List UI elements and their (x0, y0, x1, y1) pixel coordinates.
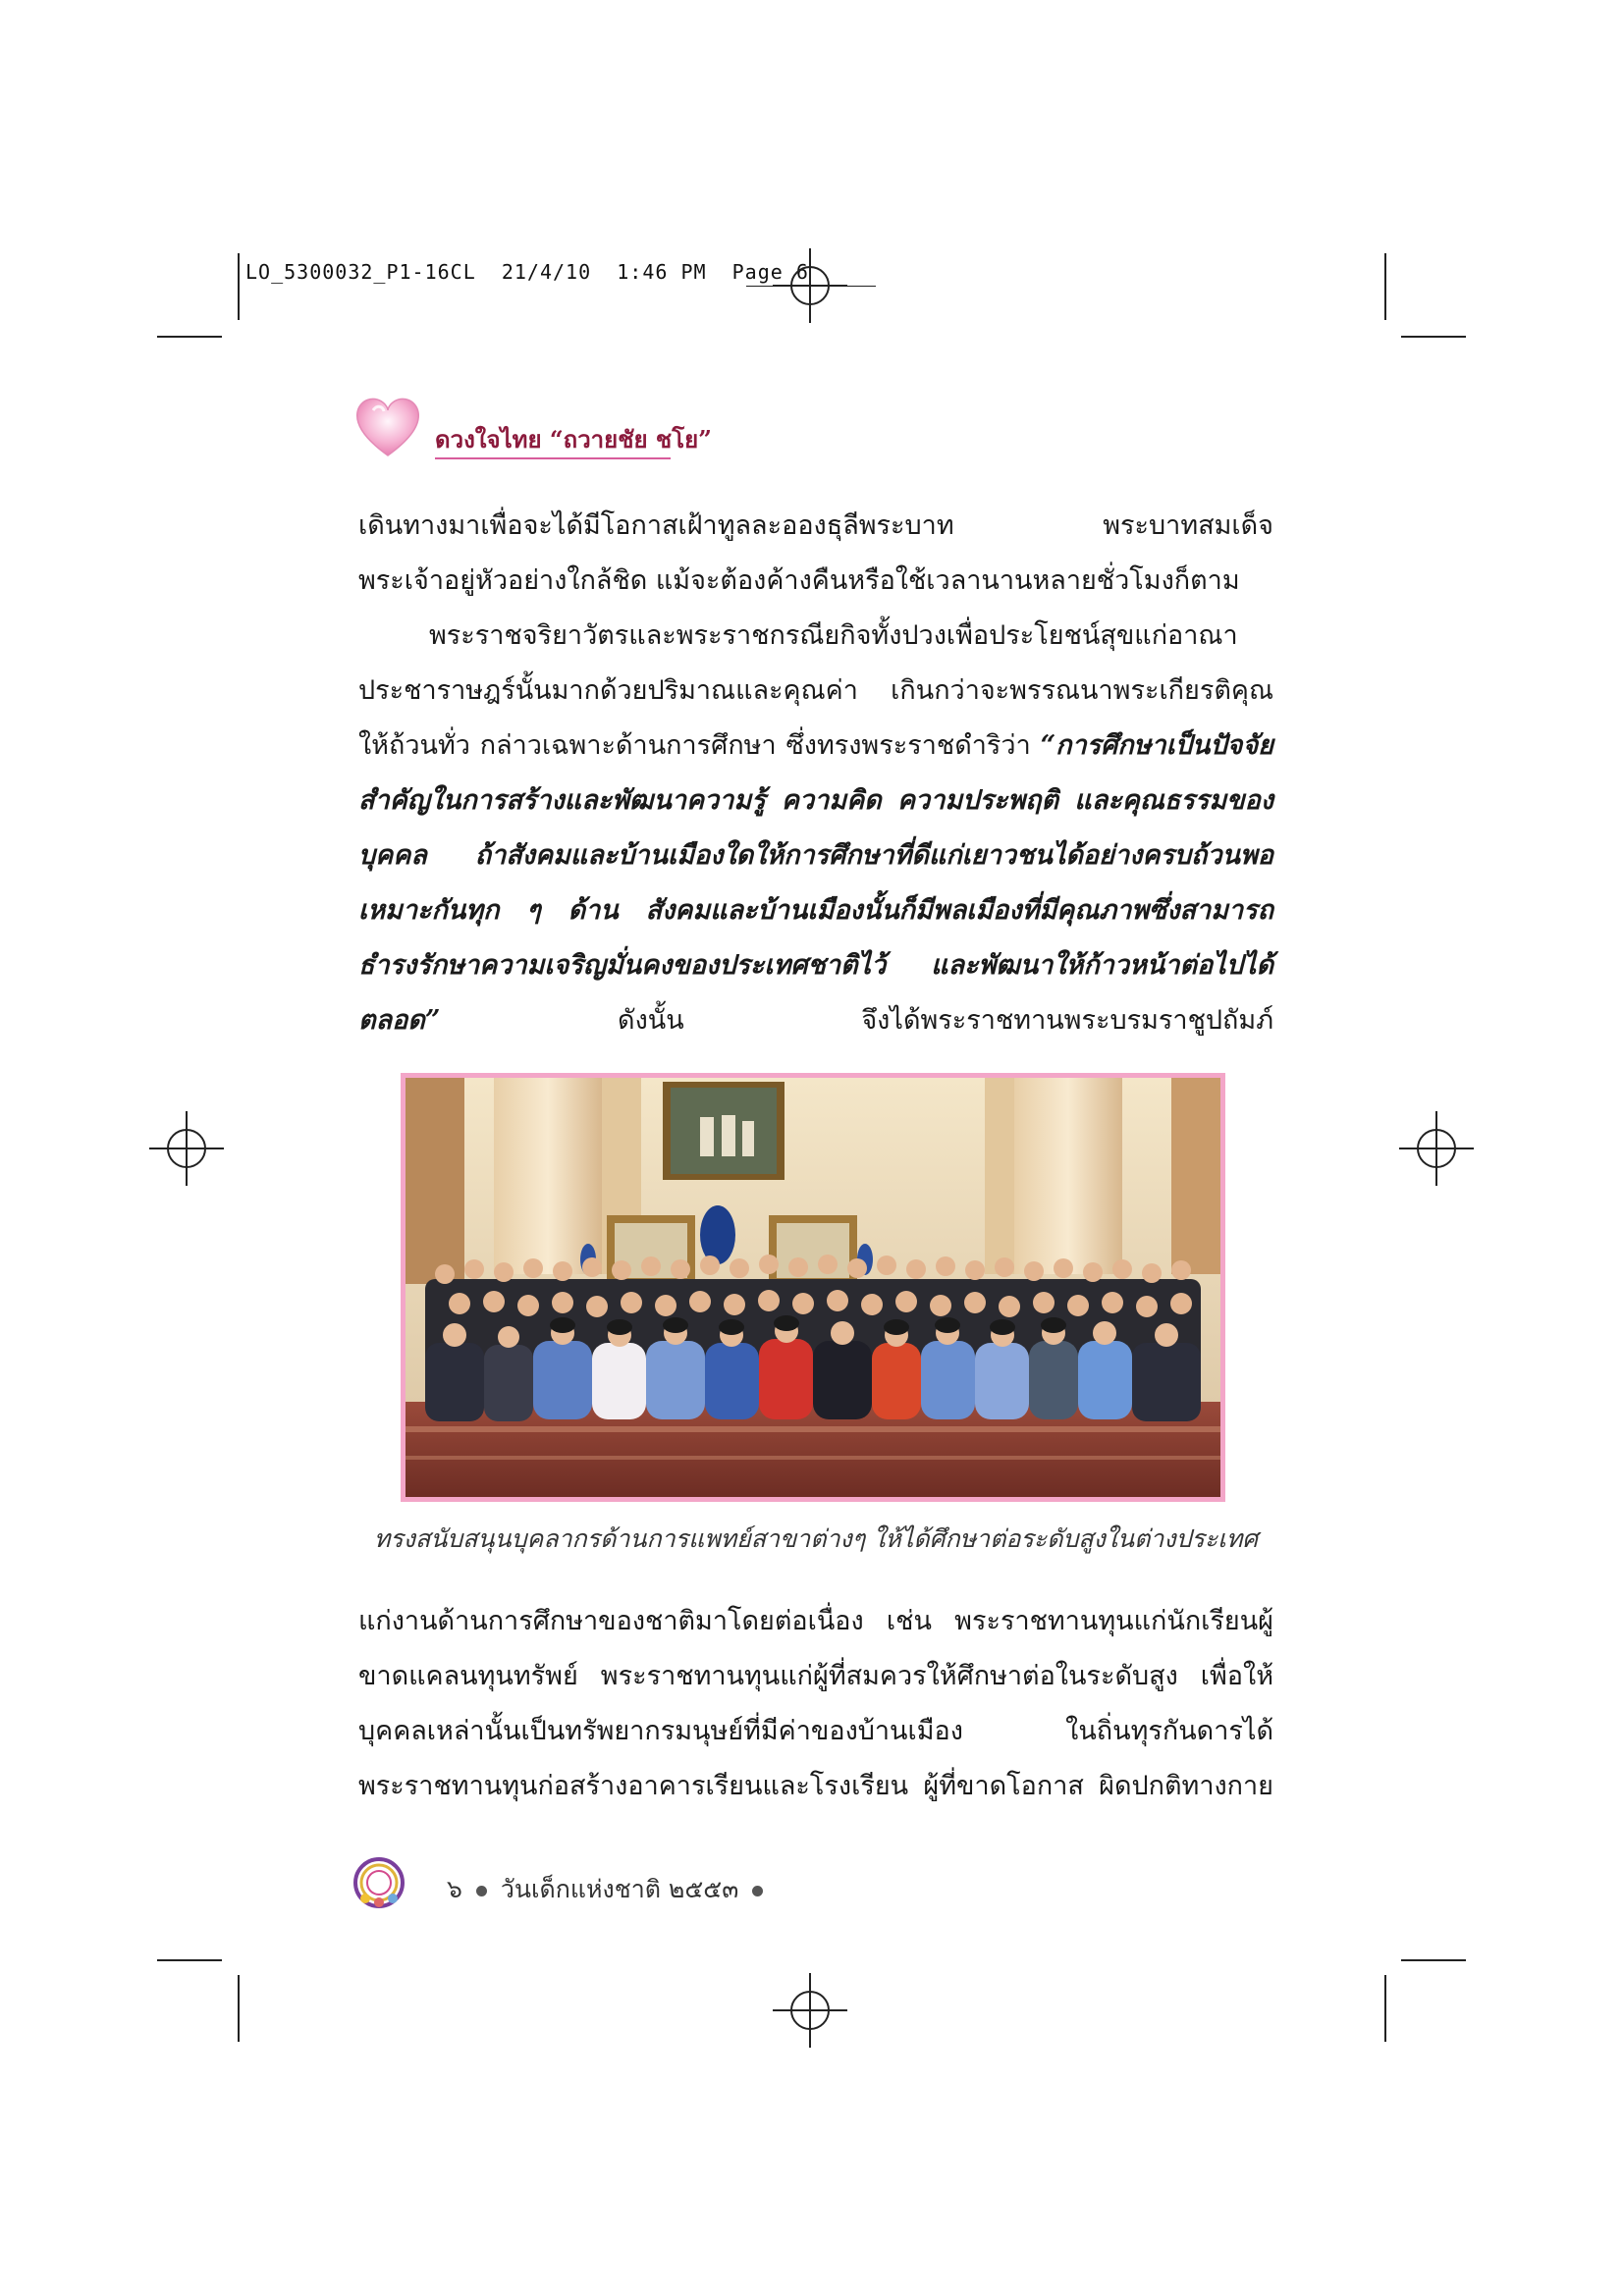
publication-name: วันเด็กแห่งชาติ ๒๕๕๓ (500, 1875, 739, 1903)
registration-mark-icon (781, 1981, 839, 2040)
slug-file: LO_5300032_P1-16CL (245, 260, 476, 284)
bullet-icon (752, 1886, 763, 1896)
print-slug (245, 260, 809, 284)
paragraph-3-text: แก่งานด้านการศึกษาของชาติมาโดยต่อเนื่อง เช่น พระราชทานทุนแก่นักเรียนผู้ขาดแคลนทุนทรัพย์ พระราชทานทุนแก่ผู้ที่สมควรให้ศึกษาต่อในระดับสูง เพื่อให้บุคคลเหล่านั้นเป็นทรัพยากรมนุษย์ที่มีค่าของบ้านเมือง ในถิ่นทุรกันดารได้พระราชทานทุนก่อสร้างอาคารเรียนและโรงเรียน ผู้ที่ขาดโอกาส ผิดปกติทางกาย (358, 1606, 1273, 1801)
crop-mark (238, 1975, 240, 2042)
page-number: ๖ (447, 1875, 462, 1903)
crop-mark (238, 253, 240, 320)
group-photo-image (406, 1078, 1220, 1497)
registration-mark-icon (157, 1119, 216, 1178)
crop-mark (1384, 1975, 1386, 2042)
childrens-day-emblem-icon (352, 1855, 406, 1910)
crop-mark (1401, 336, 1466, 338)
paragraph-2-intro: พระราชจริยาวัตรและพระราชกรณียกิจทั้งปวงเพื่อประโยชน์สุขแก่อาณาประชาราษฎร์นั้นมากด้วยปริมาณและคุณค่า เกินกว่าจะพรรณนาพระเกียรติคุณให้ถ้วนทั่ว กล่าวเฉพาะด้านการศึกษา ซึ่งทรงพระราชดำริว่า (358, 620, 1273, 761)
paragraph-2-tail: ดังนั้น จึงได้พระราชทานพระบรมราชูปถัมภ์ (440, 1005, 1273, 1036)
registration-mark-icon (781, 256, 839, 315)
bullet-icon (476, 1886, 487, 1896)
paragraph-1 (358, 499, 1273, 609)
slug-time: 1:46 PM (617, 260, 707, 284)
crop-mark (1401, 1959, 1466, 1961)
crop-mark (157, 1959, 222, 1961)
royal-quote: “การศึกษาเป็นปัจจัยสำคัญในการสร้างและพัฒนาความรู้ ความคิด ความประพฤติ และคุณธรรมของบุคคล ถ้าสังคมและบ้านเมืองใดให้การศึกษาที่ดีแก่เยาวชนได้อย่างครบถ้วนพอเหมาะกันทุก ๆ ด้าน สังคมและบ้านเมืองนั้นก็มีพลเมืองที่มีคุณภาพซึ่งสามารถธำรงรักษาความเจริญมั่นคงของประเทศชาติไว้ และพัฒนาให้ก้าวหน้าต่อไปได้ตลอด” (358, 730, 1273, 1036)
crop-mark (1384, 253, 1386, 320)
running-header-title: ดวงใจไทย “ถวายชัย ชโย” (435, 425, 712, 454)
slug-page: Page 6 (731, 260, 809, 284)
page-footer (447, 1870, 777, 1909)
paragraph-1-text: เดินทางมาเพื่อจะได้มีโอกาสเฝ้าทูลละอองธุลีพระบาท พระบาทสมเด็จพระเจ้าอยู่หัวอย่างใกล้ชิด แม้จะต้องค้างคืนหรือใช้เวลานานหลายชั่วโมงก็ตาม (358, 510, 1273, 596)
heart-icon (353, 395, 422, 459)
header-underline (435, 457, 671, 459)
photo-caption: ทรงสนับสนุนบุคลากรด้านการแพทย์สาขาต่างๆ ให้ได้ศึกษาต่อระดับสูงในต่างประเทศ (373, 1524, 1259, 1553)
paragraph-3 (358, 1594, 1273, 1814)
crop-mark (157, 336, 222, 338)
group-photo (401, 1073, 1225, 1502)
registration-mark-icon (1407, 1119, 1466, 1178)
slug-date: 21/4/10 (501, 260, 592, 284)
paragraph-2 (358, 609, 1273, 1048)
